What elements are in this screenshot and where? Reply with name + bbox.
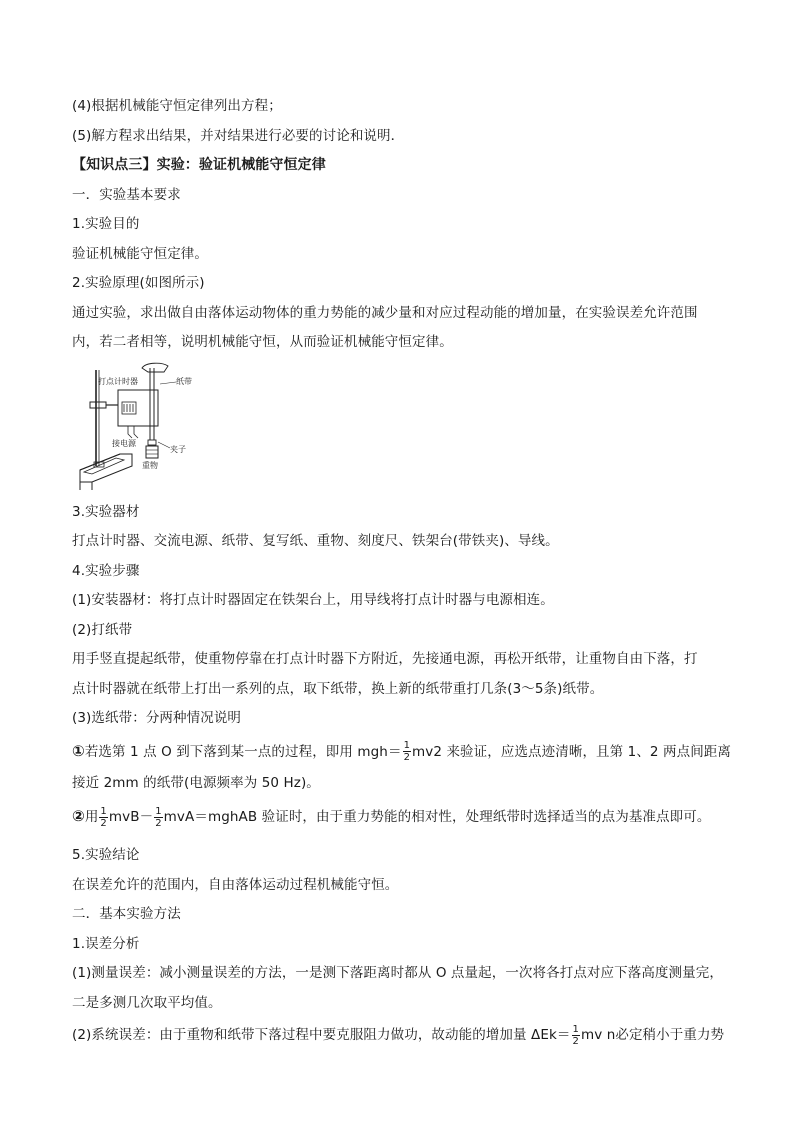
error-2-text-a: (2)系统误差：由于重物和纸带下落过程中要克服阻力做功，故动能的增加量 ΔEk＝ [72,1027,571,1043]
document-page [72,92,732,1052]
paragraph-step4: (4)根据机械能守恒定律列出方程； [72,98,282,114]
apparatus-figure [72,362,212,492]
step-text: 用手竖直提起纸带，使重物停靠在打点计时器下方附近，先接通电源，再松开纸带，让重物自由下落，打 [72,651,698,667]
fraction-half: $\frac{1}{2}$ [155,805,162,829]
case-1-marker: ① [72,741,85,760]
step-text: (2)打纸带 [72,621,133,638]
case-1-text-c: 接近 2mm 的纸带(电源频率为 50 Hz)。 [72,774,320,791]
subsection-title: 一．实验基本要求 [72,186,181,203]
subsection-title: 二．基本实验方法 [72,906,181,922]
item-text: 通过实验，求出做自由落体运动物体的重力势能的减少量和对应过程动能的增加量，在实验误差允许范围 [72,304,698,321]
fraction-half: $\frac{1}{2}$ [100,805,107,829]
error-text: 二是多测几次取平均值。 [72,994,222,1011]
case-2-text-a: 用 [84,809,99,825]
step-text: (1)安装器材：将打点计时器固定在铁架台上，用导线将打点计时器与电源相连。 [72,592,554,608]
step-text: (3)选纸带：分两种情况说明 [72,710,242,726]
label-timer: 打点计时器 [98,376,138,386]
label-clip: 夹子 [170,444,186,454]
case-2-marker: ② [72,807,85,825]
error-2-text-c: 必定稍小于重力势 [615,1027,725,1043]
error-2-text-b: mv n [580,1027,616,1043]
case-1-text-b: mv2 来验证，应选点迹清晰，且第 1、2 两点间距离 [412,743,732,760]
error-2-line [72,1018,732,1052]
item-text: 验证机械能守恒定律。 [72,245,208,262]
case-1-text-a: 若选第 1 点 O 到下落到某一点的过程，即用 mgh＝ [84,743,402,760]
label-weight: 重物 [142,460,158,470]
item-title: 2.实验原理(如图所示) [72,275,205,291]
case-1-line [72,734,732,769]
error-text: (1)测量误差：减小测量误差的方法，一是测下落距离时都从 O 点量起，一次将各打点对应下落高度测量完， [72,965,723,981]
item-title: 5.实验结论 [72,847,140,863]
item-text: 在误差允许的范围内，自由落体运动过程机械能守恒。 [72,876,399,893]
step-text: 点计时器就在纸带上打出一系列的点，取下纸带，换上新的纸带重打几条(3～5条)纸带。 [72,680,604,697]
case-2-text-d: mvA [163,809,195,825]
item-title: 4.实验步骤 [72,562,140,579]
fraction-half: $\frac{1}{2}$ [403,740,411,763]
case-2-text-b: mvB [108,809,140,825]
label-power: 接电源 [112,438,136,448]
case-2-text-e: ＝mghAB 验证时，由于重力势能的相对性，处理纸带时选择适当的点为基准点即可。 [194,809,711,825]
item-title: 3.实验器材 [72,503,140,520]
item-title: 1.实验目的 [72,216,140,232]
case-2-line [72,798,732,835]
fraction-half: $\frac{1}{2}$ [572,1023,579,1047]
case-2-minus: － [139,809,154,825]
item-title: 1.误差分析 [72,935,140,952]
apparatus-diagram [72,362,212,492]
item-text: 打点计时器、交流电源、纸带、复写纸、重物、刻度尺、铁架台(带铁夹)、导线。 [72,533,559,549]
label-tape: 纸带 [176,376,192,386]
item-text: 内，若二者相等，说明机械能守恒，从而验证机械能守恒定律。 [72,334,453,350]
section-heading: 【知识点三】实验：验证机械能守恒定律 [72,157,326,173]
paragraph-step5: (5)解方程求出结果，并对结果进行必要的讨论和说明． [72,127,405,144]
